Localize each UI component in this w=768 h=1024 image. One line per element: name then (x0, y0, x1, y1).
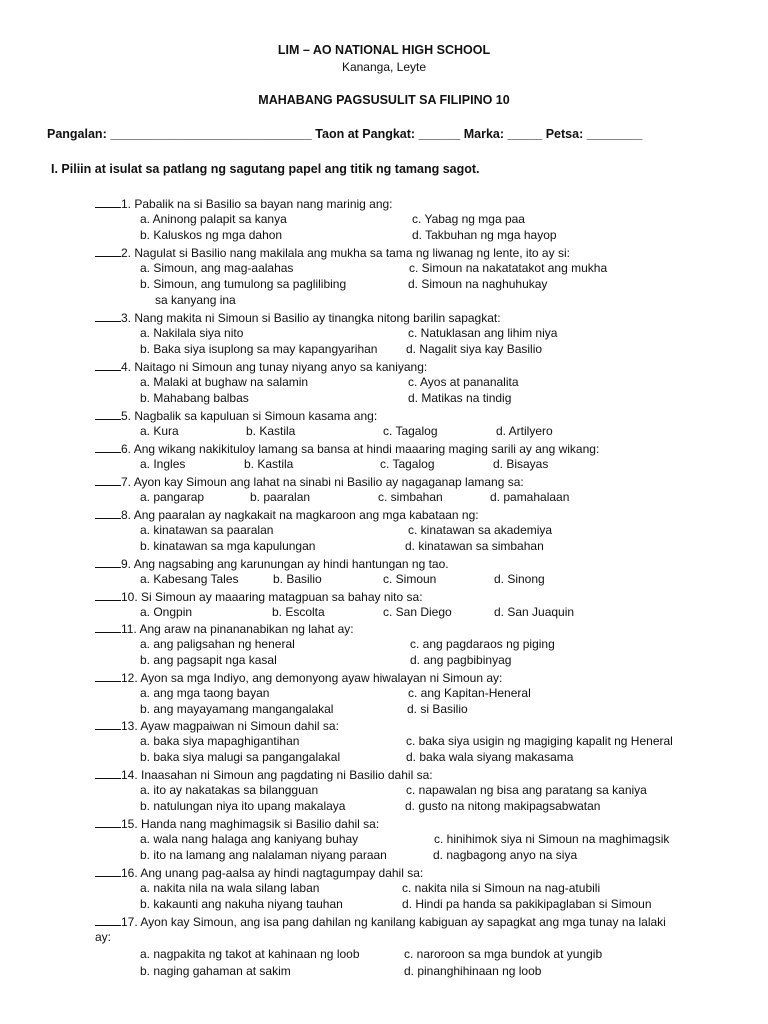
exam-title: MAHABANG PAGSUSULIT SA FILIPINO 10 (258, 93, 510, 107)
question-line (95, 359, 427, 374)
option-a: a. nakita nila na wala silang laban (140, 881, 320, 895)
question-text: Ayon kay Simoun ang lahat na sinabi ni Basilio ay nagaganap lamang sa: (133, 475, 524, 489)
option-d: d. kinatawan sa simbahan (405, 539, 544, 553)
answer-blank[interactable] (95, 196, 121, 208)
question-text: Nagulat si Basilio nang makilala ang mukha sa tama ng liwanag ng lente, ito ay si: (134, 246, 570, 260)
answer-blank[interactable] (95, 245, 121, 257)
instruction-text: I. Piliin at isulat sa patlang ng sagutang papel ang titik ng tamang sagot. (51, 162, 480, 176)
option-d: d. Hindi pa handa sa pakikipaglaban si Simoun (402, 897, 652, 911)
option-b: b. ang pagsapit nga kasal (140, 653, 277, 667)
question-number: 14. (121, 768, 138, 782)
option-d: d. Matikas na tindig (408, 391, 512, 405)
option-a: a. wala nang halaga ang kaniyang buhay (140, 832, 359, 846)
option-b: b. Baka siya isuplong sa may kapangyarihan (140, 342, 378, 356)
school-location: Kananga, Leyte (341, 60, 427, 74)
question-line (95, 441, 599, 456)
option-d: d. Nagalit siya kay Basilio (406, 342, 543, 356)
option-a: a. baka siya mapaghigantihan (140, 734, 300, 748)
option-b: b. paaralan (250, 490, 311, 504)
question-number: 9. (121, 557, 132, 571)
question-line (95, 670, 502, 685)
question-number: 11. (121, 622, 137, 636)
option-c: c. ang pagdaraos ng piging (410, 637, 555, 651)
question-line (95, 914, 666, 929)
question-text: Nagbalik sa kapuluan si Simoun kasama ang: (134, 409, 378, 423)
option-d: d. nagbagong anyo na siya (433, 848, 578, 862)
option-a: a. nagpakita ng takot at kahinaan ng loob (140, 947, 360, 961)
question-line (95, 621, 354, 636)
question-text: Ayon sa mga Indiyo, ang demonyong ayaw hiwalayan ni Simoun ay: (140, 671, 503, 685)
question-text: Ang nagsabing ang karunungan ay hindi hantungan ng tao. (133, 557, 449, 571)
option-d: d. ang pagbibinyag (410, 653, 512, 667)
option-c: c. hinihimok siya ni Simoun na maghimagsik (434, 832, 670, 846)
question-line (95, 589, 423, 604)
answer-blank[interactable] (95, 408, 121, 420)
option-c: c. simbahan (378, 490, 443, 504)
question-number: 17. (121, 915, 138, 929)
option-c: c. kinatawan sa akademiya (408, 523, 553, 537)
question-text: Ang paaralan ay nagkakait na magkaroon ang mga kabataan ng: (133, 508, 479, 522)
question-text: Naitago ni Simoun ang tunay niyang anyo sa kaniyang: (134, 360, 428, 374)
question-text: Ayon kay Simoun, ang isa pang dahilan ng kanilang kabiguan ay sapagkat ang mga tunay na lalaki (140, 915, 666, 929)
option-c: c. ang Kapitan-Heneral (408, 686, 531, 700)
question-number: 7. (121, 475, 132, 489)
question-number: 4. (121, 360, 132, 374)
option-a: a. ang paligsahan ng heneral (140, 637, 295, 651)
question-line (95, 408, 377, 423)
question-line (95, 196, 393, 211)
student-info-line: Pangalan: _____________________________ Taon at Pangkat: ______ Marka: _____ Petsa: ________ (47, 127, 643, 141)
option-b-continuation: sa kanyang ina (155, 293, 236, 307)
answer-blank[interactable] (95, 816, 121, 828)
school-name: LIM – AO NATIONAL HIGH SCHOOL (277, 43, 491, 57)
question-number: 3. (121, 311, 132, 325)
option-c: c. Tagalog (383, 424, 438, 438)
question-number: 6. (121, 442, 132, 456)
answer-blank[interactable] (95, 621, 121, 633)
option-a: a. Aninong palapit sa kanya (140, 212, 287, 226)
option-a: a. Malaki at bughaw na salamin (140, 375, 309, 389)
question-line (95, 474, 524, 489)
option-c: c. naroroon sa mga bundok at yungib (404, 947, 603, 961)
question-text: Ang unang pag-aalsa ay hindi nagtagumpay dahil sa: (140, 866, 424, 880)
answer-blank[interactable] (95, 670, 121, 682)
option-d: d. Takbuhan ng mga hayop (412, 228, 557, 242)
question-number: 1. (121, 197, 132, 211)
option-a: a. ito ay nakatakas sa bilangguan (140, 783, 319, 797)
option-b: b. Kastila (246, 424, 296, 438)
question-line (95, 556, 449, 571)
option-c: c. Natuklasan ang lihim niya (408, 326, 558, 340)
option-c: c. Simoun na nakatatakot ang mukha (409, 261, 608, 275)
option-b: b. kakaunti ang nakuha niyang tauhan (140, 897, 343, 911)
option-d: d. Sinong (494, 572, 545, 586)
option-c: c. Ayos at pananalita (408, 375, 519, 389)
question-number: 8. (121, 508, 132, 522)
option-d: d. baka wala siyang makasama (406, 750, 574, 764)
option-d: d. gusto na nitong makipagsabwatan (405, 799, 601, 813)
question-line (95, 865, 423, 880)
question-text: Ang wikang nakikituloy lamang sa bansa at hindi maaaring maging sarili ay ang wikang: (133, 442, 600, 456)
option-c: c. nakita nila si Simoun na nag-atubili (402, 881, 601, 895)
answer-blank[interactable] (95, 359, 121, 371)
option-a: a. ang mga taong bayan (140, 686, 270, 700)
question-number: 5. (121, 409, 132, 423)
answer-blank[interactable] (95, 441, 121, 453)
question-line (95, 816, 379, 831)
question-text-continuation: ay: (95, 930, 112, 944)
answer-blank[interactable] (95, 556, 121, 568)
question-number: 15. (121, 817, 138, 831)
option-b: b. naging gahaman at sakim (140, 964, 291, 978)
option-d: d. pamahalaan (490, 490, 570, 504)
answer-blank[interactable] (95, 865, 121, 877)
question-number: 13. (121, 719, 138, 733)
option-a: a. Simoun, ang mag-aalahas (140, 261, 294, 275)
answer-blank[interactable] (95, 718, 121, 730)
option-b: b. Mahabang balbas (140, 391, 249, 405)
option-c: c. Simoun (383, 572, 437, 586)
question-text: Nang makita ni Simoun si Basilio ay tinangka nitong barilin sapagkat: (134, 311, 501, 325)
question-text: Si Simoun ay maaaring matagpuan sa bahay nito sa: (141, 590, 423, 604)
answer-blank[interactable] (95, 914, 121, 926)
question-text: Inaasahan ni Simoun ang pagdating ni Basilio dahil sa: (141, 768, 433, 782)
answer-blank[interactable] (95, 474, 121, 486)
question-line (95, 507, 479, 522)
option-d: d. Bisayas (493, 457, 549, 471)
option-b: b. ito na lamang ang nalalaman niyang paraan (140, 848, 387, 862)
option-a: a. kinatawan sa paaralan (140, 523, 274, 537)
option-b: b. Simoun, ang tumulong sa paglilibing (140, 277, 347, 291)
option-b: b. Kaluskos ng mga dahon (140, 228, 283, 242)
answer-blank[interactable] (95, 589, 121, 601)
question-number: 16. (121, 866, 138, 880)
option-b: b. Basilio (273, 572, 322, 586)
option-a: a. Nakilala siya nito (140, 326, 244, 340)
option-b: b. ang mayayamang mangangalakal (140, 702, 334, 716)
option-d: d. pinanghihinaan ng loob (404, 964, 542, 978)
option-b: b. Kastila (244, 457, 294, 471)
option-c: c. napawalan ng bisa ang paratang sa kaniya (406, 783, 647, 797)
option-a: a. Ongpin (140, 605, 193, 619)
option-b: b. baka siya malugi sa pangangalakal (140, 750, 341, 764)
option-c: c. San Diego (383, 605, 452, 619)
option-c: c. Tagalog (380, 457, 435, 471)
option-a: a. Kura (140, 424, 179, 438)
option-a: a. Kabesang Tales (140, 572, 239, 586)
question-line (95, 718, 339, 733)
option-d: d. San Juaquin (494, 605, 575, 619)
question-text: Pabalik na si Basilio sa bayan nang marinig ang: (134, 197, 393, 211)
option-d: d. Artilyero (496, 424, 553, 438)
question-line (95, 310, 501, 325)
option-b: b. Escolta (272, 605, 325, 619)
option-d: d. si Basilio (407, 702, 468, 716)
question-number: 12. (121, 671, 138, 685)
option-a: a. pangarap (140, 490, 205, 504)
question-line (95, 245, 570, 260)
option-a: a. Ingles (140, 457, 186, 471)
question-line (95, 767, 433, 782)
answer-blank[interactable] (95, 767, 121, 779)
option-b: b. natulungan niya ito upang makalaya (140, 799, 346, 813)
option-b: b. kinatawan sa mga kapulungan (140, 539, 316, 553)
option-c: c. baka siya usigin ng magiging kapalit ng Heneral (406, 734, 673, 748)
answer-blank[interactable] (95, 507, 121, 519)
question-text: Handa nang maghimagsik si Basilio dahil sa: (141, 817, 380, 831)
question-number: 10. (121, 590, 138, 604)
question-number: 2. (121, 246, 132, 260)
option-d: d. Simoun na naghuhukay (408, 277, 548, 291)
option-c: c. Yabag ng mga paa (412, 212, 525, 226)
question-text: Ang araw na pinananabikan ng lahat ay: (139, 622, 354, 636)
question-text: Ayaw magpaiwan ni Simoun dahil sa: (140, 719, 339, 733)
answer-blank[interactable] (95, 310, 121, 322)
